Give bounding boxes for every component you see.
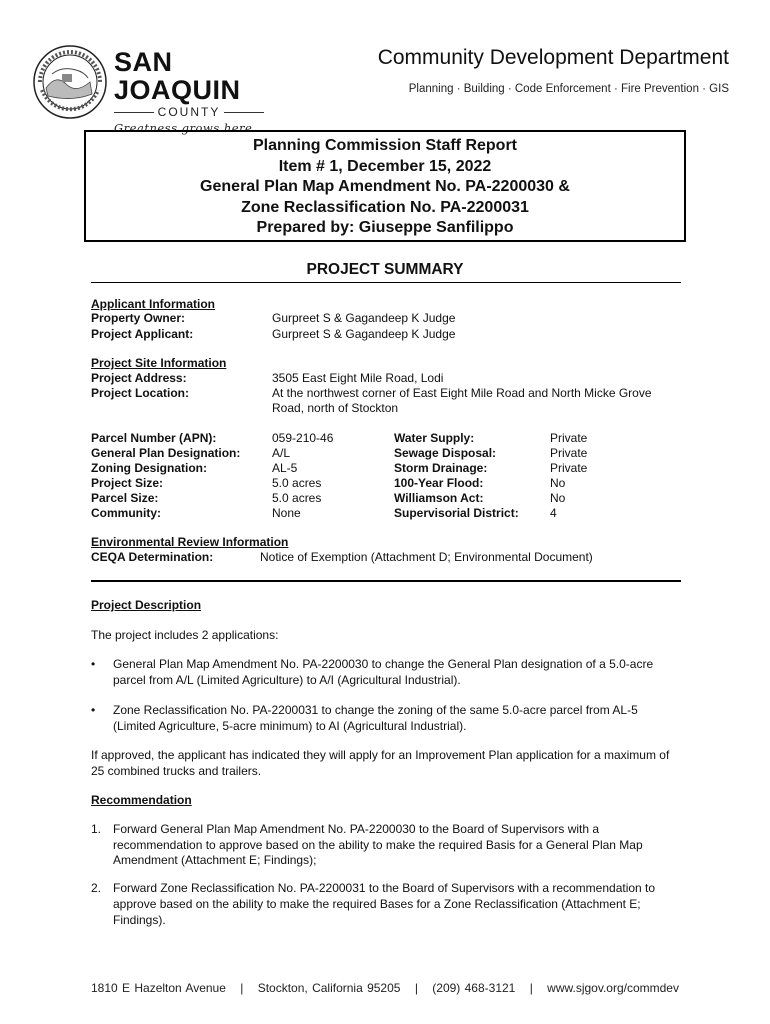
- report-title-line: General Plan Map Amendment No. PA-2200030 &: [200, 178, 570, 196]
- detail-label: Storm Drainage:: [394, 461, 488, 475]
- footer-phone: (209) 468-3121: [432, 981, 516, 995]
- environmental-review-heading: Environmental Review Information: [91, 535, 289, 549]
- recommendation-item-1-cont: Amendment (Attachment E; Findings);: [113, 853, 317, 867]
- description-closing: If approved, the applicant has indicated they will apply for an Improvement Plan application for a maximum of: [91, 748, 670, 762]
- report-title-line: Zone Reclassification No. PA-2200031: [241, 198, 529, 216]
- detail-value: None: [272, 506, 301, 520]
- detail-row: [394, 461, 684, 476]
- parcel-details-left: [91, 431, 391, 521]
- recommendation-number: 1.: [91, 822, 102, 836]
- bullet-icon: •: [91, 657, 96, 671]
- divider: [114, 112, 154, 113]
- detail-row: [91, 431, 391, 446]
- detail-label: Sewage Disposal:: [394, 446, 497, 460]
- report-title-box: [84, 130, 686, 242]
- detail-row: [91, 461, 391, 476]
- detail-label: Supervisorial District:: [394, 506, 519, 520]
- divider: [224, 112, 264, 113]
- site-info-heading: Project Site Information: [91, 356, 227, 370]
- wordmark-county: COUNTY: [157, 105, 221, 119]
- wordmark-tagline: Greatness grows here.: [114, 121, 257, 135]
- detail-value: No: [550, 476, 566, 490]
- detail-label: Zoning Designation:: [91, 461, 207, 475]
- recommendation-item-2-cont: Findings).: [113, 913, 166, 927]
- report-title-line: Planning Commission Staff Report: [252, 137, 517, 154]
- detail-row: [91, 446, 391, 461]
- recommendation-item-1: Forward General Plan Map Amendment No. PA-2200030 to the Board of Supervisors with a: [113, 822, 600, 836]
- parcel-details-right: [394, 431, 684, 521]
- recommendation-item-1-cont: recommendation to approve based on the ability to make the required Basis for a General Plan Map: [113, 838, 643, 852]
- detail-value: 059-210-46: [272, 431, 334, 445]
- project-applicant-label: Project Applicant:: [91, 327, 194, 341]
- project-address-label: Project Address:: [91, 371, 187, 385]
- county-seal-logo: [32, 44, 108, 120]
- property-owner-label: Property Owner:: [91, 311, 186, 325]
- detail-value: A/L: [272, 446, 291, 460]
- wordmark-title: SAN JOAQUIN: [114, 47, 241, 105]
- detail-row: [91, 491, 391, 506]
- detail-row: [394, 506, 684, 521]
- footer-separator: |: [529, 981, 533, 995]
- detail-row: [91, 476, 391, 491]
- description-bullet-1: General Plan Map Amendment No. PA-2200030 to change the General Plan designation of a 5.0-acre: [113, 657, 654, 671]
- ceqa-value: Notice of Exemption (Attachment D; Environmental Document): [260, 550, 593, 564]
- detail-label: General Plan Designation:: [91, 446, 241, 460]
- footer-address: 1810 E Hazelton Avenue: [91, 981, 226, 995]
- ceqa-label: CEQA Determination:: [91, 550, 214, 564]
- wordmark-county-row: [114, 105, 264, 119]
- description-closing-cont: 25 combined trucks and trailers.: [91, 764, 262, 778]
- detail-label: 100-Year Flood:: [394, 476, 484, 490]
- recommendation-item-2: Forward Zone Reclassification No. PA-2200031 to the Board of Supervisors with a recommendation to: [113, 881, 656, 895]
- applicant-info-heading: Applicant Information: [91, 297, 215, 311]
- detail-value: 5.0 acres: [272, 476, 322, 490]
- county-wordmark: [114, 48, 264, 135]
- project-address-value: 3505 East Eight Mile Road, Lodi: [272, 371, 444, 385]
- department-subtitle: Planning · Building · Code Enforcement · Fire Prevention · GIS: [408, 83, 729, 95]
- detail-value: 5.0 acres: [272, 491, 322, 505]
- detail-value: Private: [550, 431, 588, 445]
- description-intro: The project includes 2 applications:: [91, 628, 279, 642]
- detail-label: Project Size:: [91, 476, 164, 490]
- project-applicant-value: Gurpreet S & Gagandeep K Judge: [272, 327, 456, 341]
- project-description-heading: Project Description: [91, 598, 202, 612]
- recommendation-number: 2.: [91, 881, 102, 895]
- recommendation-heading: Recommendation: [91, 793, 192, 807]
- divider: [91, 580, 681, 582]
- project-location-value-cont: Road, north of Stockton: [272, 401, 399, 415]
- detail-label: Williamson Act:: [394, 491, 484, 505]
- report-title-line: Item # 1, December 15, 2022: [278, 157, 492, 175]
- detail-row: [394, 446, 684, 461]
- footer-separator: |: [414, 981, 418, 995]
- bullet-icon: •: [91, 703, 96, 717]
- description-bullet-2-cont: (Limited Agriculture, 5-acre minimum) to AI (Agricultural Industrial).: [113, 719, 467, 733]
- detail-value: No: [550, 491, 566, 505]
- report-title-line: Prepared by: Giuseppe Sanfilippo: [256, 219, 514, 237]
- page-footer: [0, 981, 770, 995]
- detail-value: 4: [550, 506, 557, 520]
- detail-value: Private: [550, 461, 588, 475]
- footer-website-link[interactable]: www.sjgov.org/commdev: [547, 981, 679, 995]
- property-owner-value: Gurpreet S & Gagandeep K Judge: [272, 311, 456, 325]
- description-bullet-2: Zone Reclassification No. PA-2200031 to change the zoning of the same 5.0-acre parcel from AL-5: [113, 703, 638, 717]
- detail-row: [394, 491, 684, 506]
- detail-row: [394, 431, 684, 446]
- footer-city: Stockton, California 95205: [257, 981, 401, 995]
- detail-label: Community:: [91, 506, 161, 520]
- description-bullet-1-cont: parcel from A/L (Limited Agriculture) to A/I (Agricultural Industrial).: [113, 673, 461, 687]
- detail-label: Parcel Size:: [91, 491, 159, 505]
- detail-label: Water Supply:: [394, 431, 475, 445]
- project-location-value: At the northwest corner of East Eight Mile Road and North Micke Grove: [272, 386, 652, 400]
- recommendation-item-2-cont: approve based on the ability to make the required Bases for a Zone Reclassification (Attachment E;: [113, 897, 641, 911]
- detail-row: [394, 476, 684, 491]
- project-summary-heading: PROJECT SUMMARY: [306, 261, 464, 278]
- detail-value: AL-5: [272, 461, 298, 475]
- detail-label: Parcel Number (APN):: [91, 431, 217, 445]
- footer-separator: |: [240, 981, 244, 995]
- department-title: Community Development Department: [377, 46, 729, 69]
- divider: [91, 282, 681, 283]
- detail-row: [91, 506, 391, 521]
- project-location-label: Project Location:: [91, 386, 190, 400]
- detail-value: Private: [550, 446, 588, 460]
